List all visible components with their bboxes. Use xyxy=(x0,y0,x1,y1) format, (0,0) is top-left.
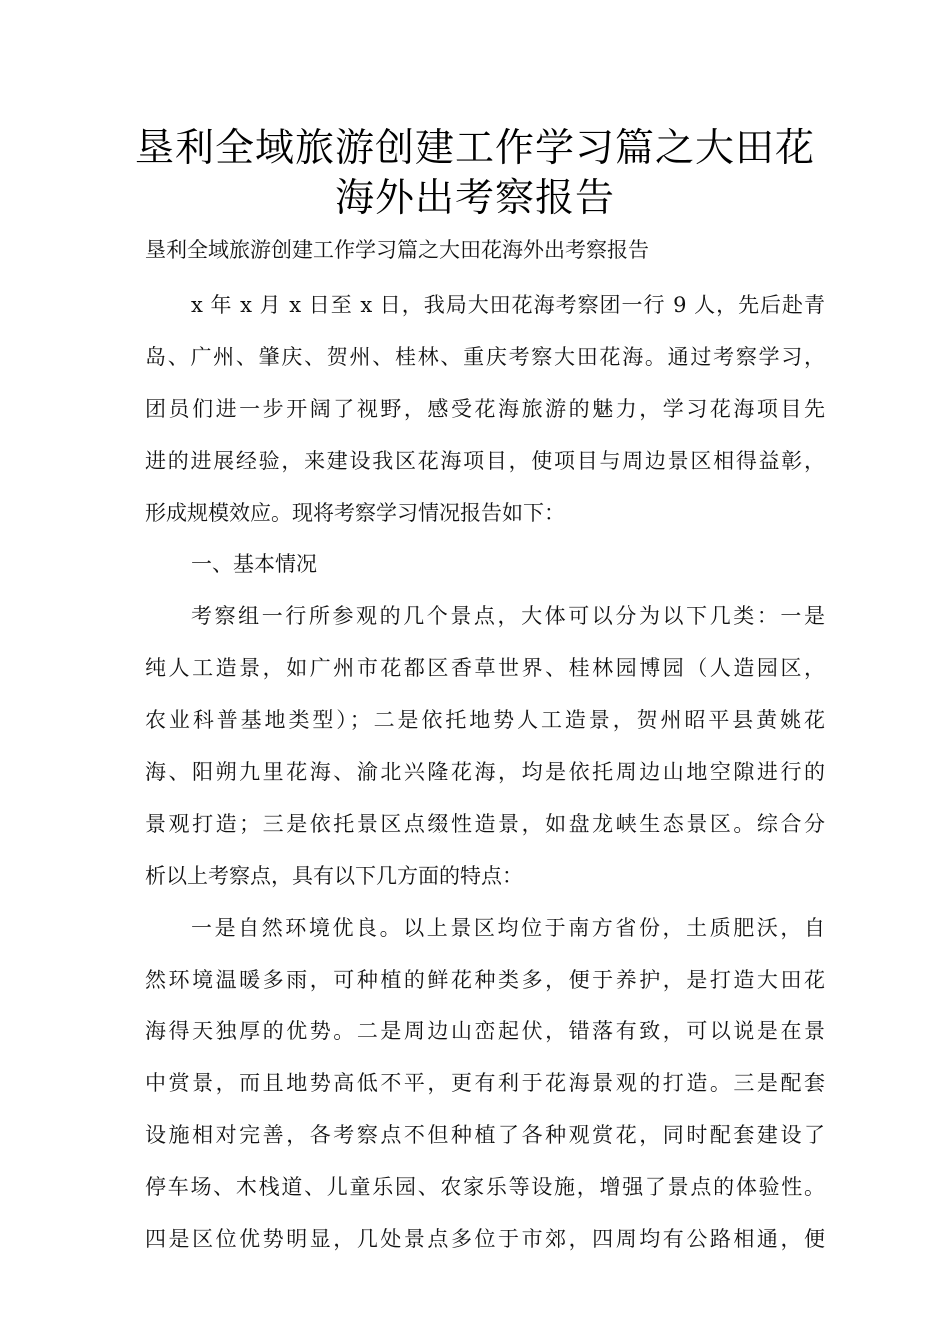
paragraph-line: 设施相对完善，各考察点不但种植了各种观赏花，同时配套建设了 xyxy=(145,1123,825,1148)
paragraph-line: 海得天独厚的优势。二是周边山峦起伏，错落有致，可以说是在景 xyxy=(145,1019,825,1044)
paragraph-line: 进的进展经验，来建设我区花海项目，使项目与周边景区相得益彰， xyxy=(145,448,825,473)
paragraph-line: 岛、广州、肇庆、贺州、桂林、重庆考察大田花海。通过考察学习， xyxy=(145,344,825,369)
paragraph-line: 析以上考察点，具有以下几方面的特点： xyxy=(145,863,523,888)
section-heading: 一、基本情况 xyxy=(191,552,317,577)
paragraph-line: 停车场、木栈道、儿童乐园、农家乐等设施，增强了景点的体验性。 xyxy=(145,1175,825,1200)
paragraph-line: 然环境温暖多雨，可种植的鲜花种类多，便于养护，是打造大田花 xyxy=(145,967,825,992)
paragraph-line: 海、阳朔九里花海、渝北兴隆花海，均是依托周边山地空隙进行的 xyxy=(145,760,825,785)
paragraph-line: 农业科普基地类型）；二是依托地势人工造景，贺州昭平县黄姚花 xyxy=(145,708,825,733)
paragraph-line: 中赏景，而且地势高低不平，更有利于花海景观的打造。三是配套 xyxy=(145,1071,825,1096)
paragraph-line: 一是自然环境优良。以上景区均位于南方省份，土质肥沃，自 xyxy=(191,915,825,940)
paragraph-line: x 年 x 月 x 日至 x 日，我局大田花海考察团一行 9 人，先后赴青 xyxy=(191,293,825,317)
paragraph-line: 考察组一行所参观的几个景点，大体可以分为以下几类：一是 xyxy=(191,604,825,629)
paragraph-line: 四是区位优势明显，几处景点多位于市郊，四周均有公路相通，便 xyxy=(145,1227,825,1252)
title-line: 垦利全域旅游创建工作学习篇之大田花 xyxy=(134,126,815,171)
paragraph-line: 形成规模效应。现将考察学习情况报告如下： xyxy=(145,500,565,525)
document-title xyxy=(110,124,840,224)
paragraph-line: 景观打造；三是依托景区点缀性造景，如盘龙峡生态景区。综合分 xyxy=(145,811,825,836)
title-line: 海外出考察报告 xyxy=(334,176,615,221)
paragraph-line: 纯人工造景，如广州市花都区香草世界、桂林园博园（人造园区， xyxy=(145,656,825,681)
paragraph-line: 团员们进一步开阔了视野，感受花海旅游的魅力，学习花海项目先 xyxy=(145,396,825,421)
document-body xyxy=(145,280,825,1266)
document-subtitle: 垦利全域旅游创建工作学习篇之大田花海外出考察报告 xyxy=(145,238,649,262)
